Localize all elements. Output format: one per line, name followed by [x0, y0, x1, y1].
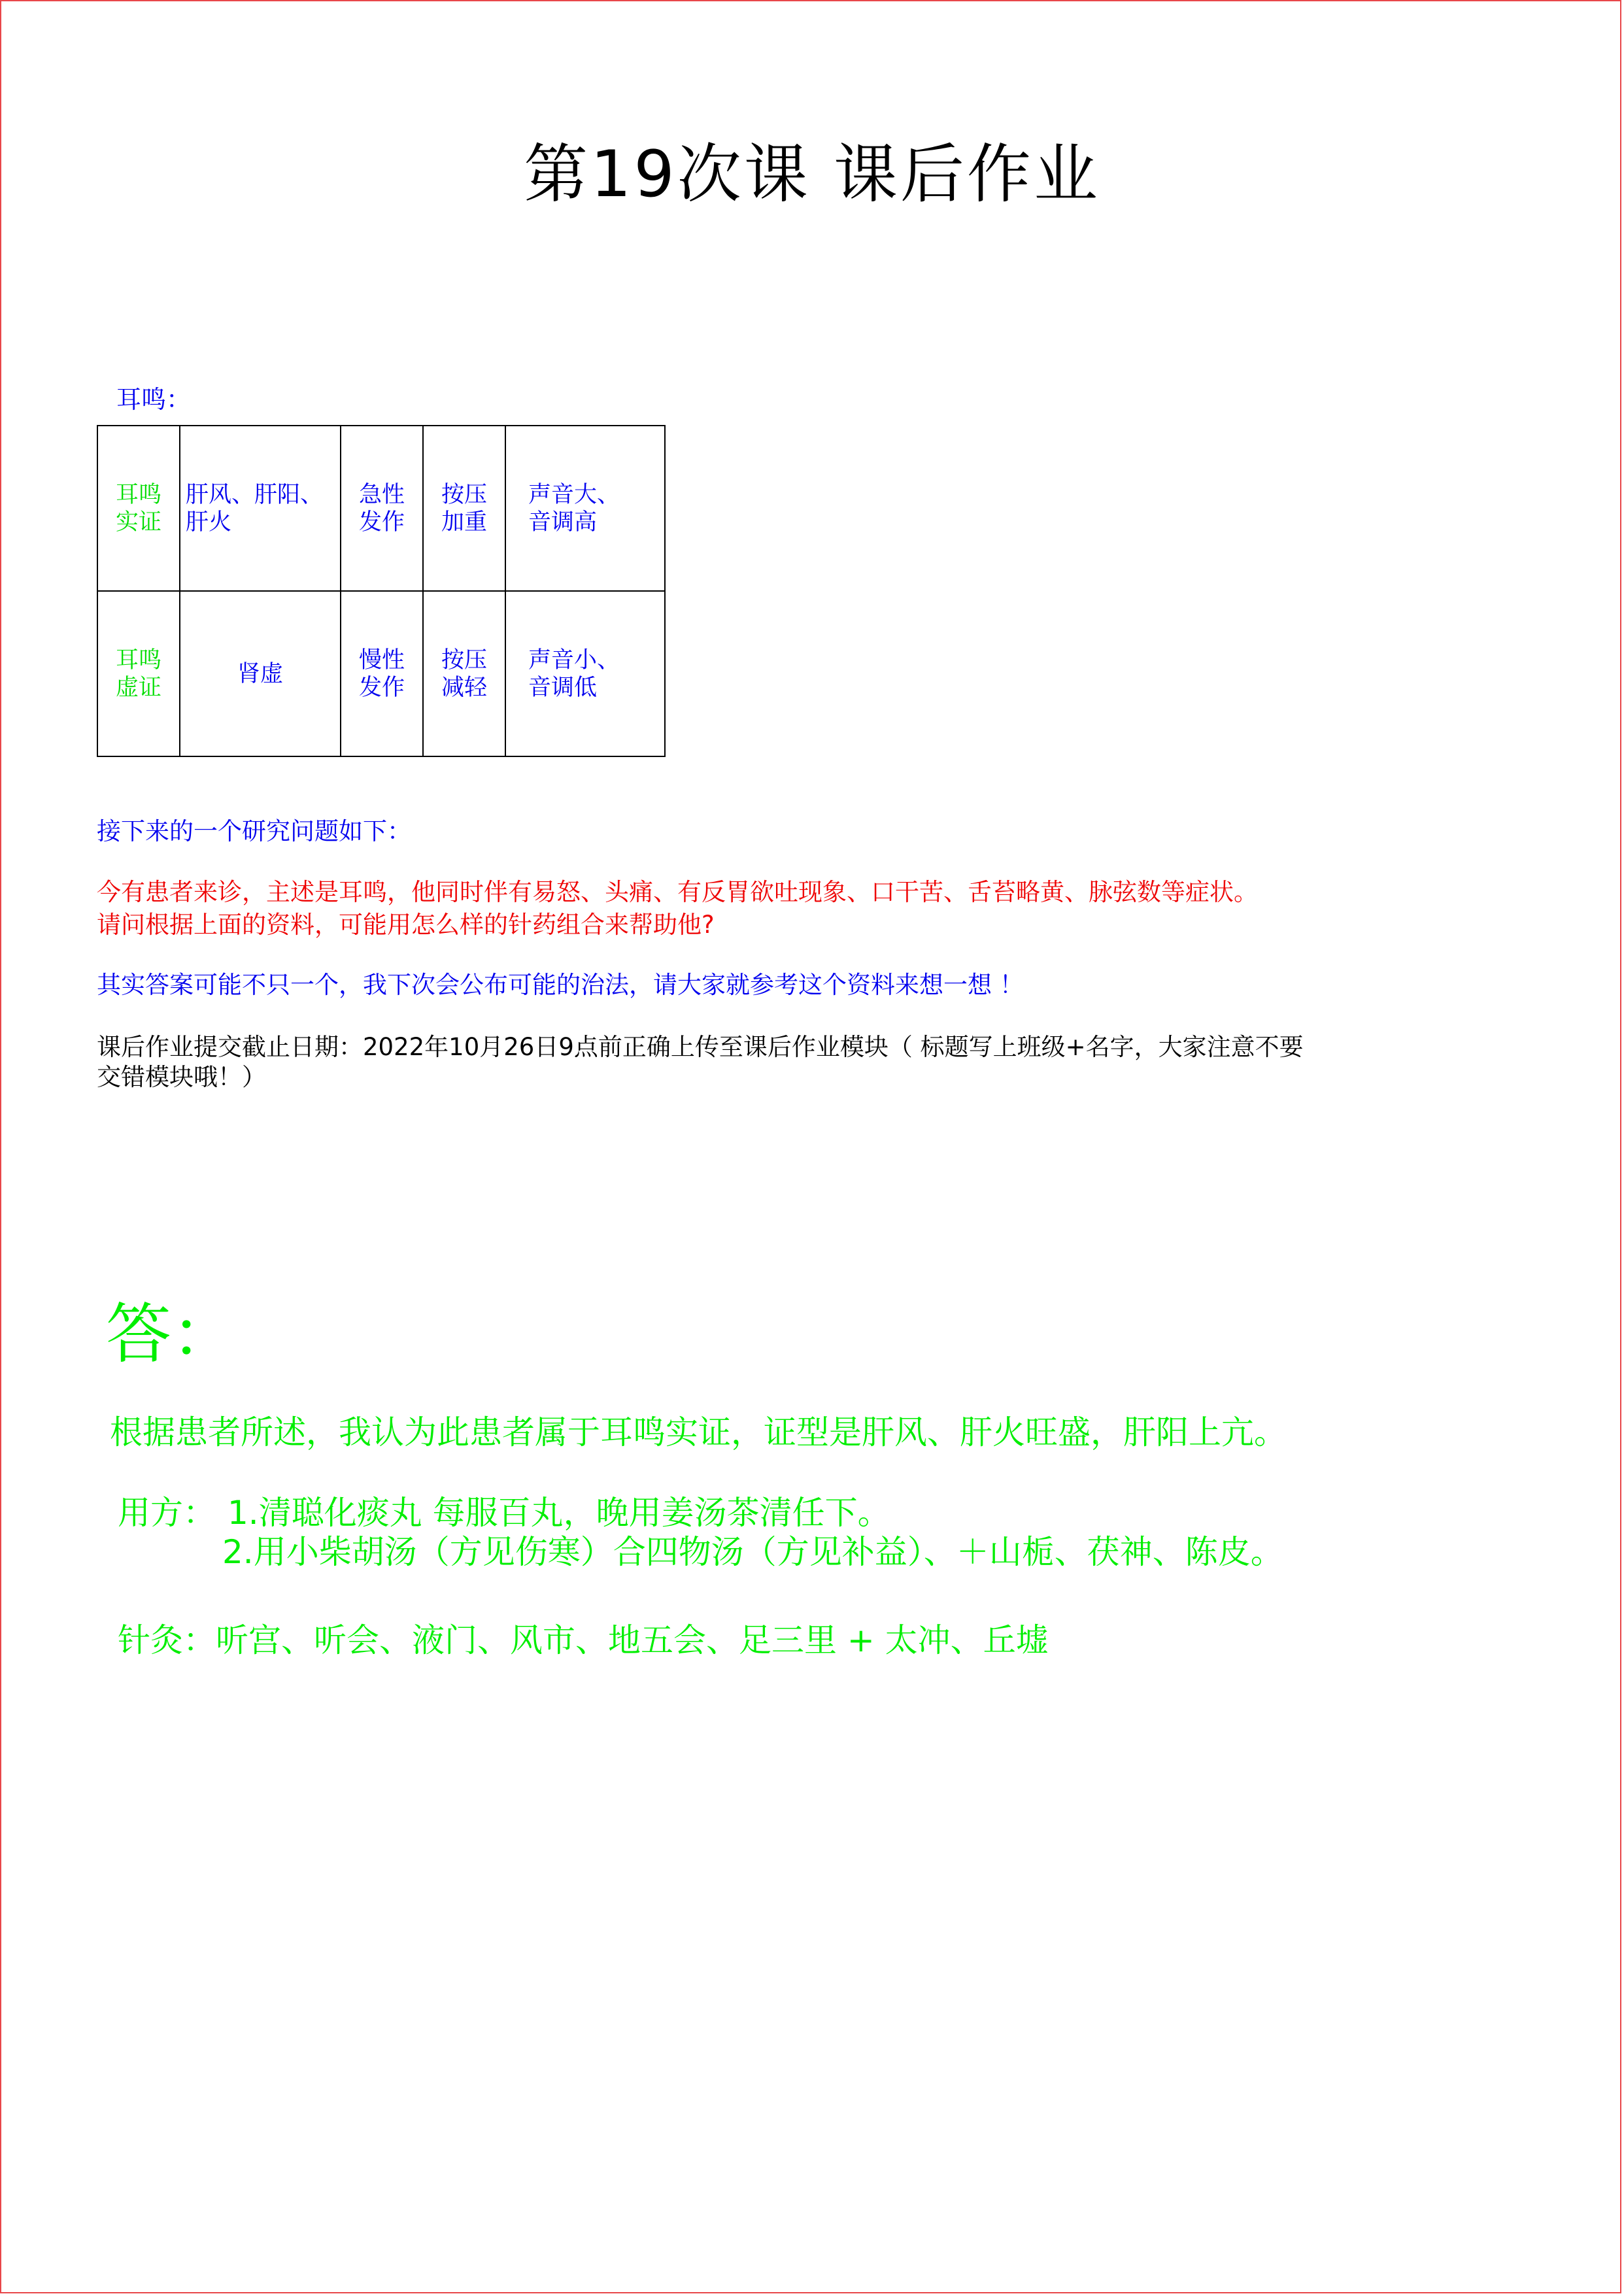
- prescription-item-2: 2.用小柴胡汤（方见伤寒）合四物汤（方见补益）、＋山栀、茯神、陈皮。: [222, 1533, 1283, 1571]
- cell-sound: 声音小、 音调低: [505, 591, 665, 756]
- section-label-tinnitus: 耳鸣：: [116, 385, 192, 414]
- answer-heading: 答：: [106, 1296, 237, 1372]
- deadline-text-line2: 交错模块哦！）: [97, 1063, 266, 1091]
- answer-diagnosis: 根据患者所述，我认为此患者属于耳鸣实证，证型是肝风、肝火旺盛，肝阳上亢。: [110, 1413, 1287, 1451]
- cell-pressure: 按压 加重: [423, 426, 505, 591]
- cell-pressure: 按压 减轻: [423, 591, 505, 756]
- cell-type: 耳鸣 虚证: [97, 591, 180, 756]
- cell-cause: 肾虚: [180, 591, 341, 756]
- table-row: [97, 426, 665, 591]
- acupuncture-text: 针灸：听宫、听会、液门、风市、地五会、足三里 + 太冲、丘墟: [118, 1621, 1049, 1659]
- cell-type: 耳鸣 实证: [97, 426, 180, 591]
- cell-sound: 声音大、 音调高: [505, 426, 665, 591]
- cell-onset: 慢性 发作: [341, 591, 423, 756]
- case-text-line1: 今有患者来诊，主述是耳鸣，他同时伴有易怒、头痛、有反胃欲吐现象、口干苦、舌苔略黄、脉弦数等症状。: [97, 878, 1258, 906]
- cell-cause: 肝风、肝阳、 肝火: [180, 426, 341, 591]
- tinnitus-table: [97, 425, 666, 757]
- case-text-line2: 请问根据上面的资料，可能用怎么样的针药组合来帮助他?: [97, 911, 715, 939]
- cell-onset: 急性 发作: [341, 426, 423, 591]
- table-row: [97, 591, 665, 756]
- intro-text: 接下来的一个研究问题如下：: [97, 817, 411, 845]
- deadline-text-line1: 课后作业提交截止日期：2022年10月26日9点前正确上传至课后作业模块（ 标题写上班级+名字，大家注意不要: [97, 1033, 1304, 1061]
- page-title: 第19次课 课后作业: [524, 137, 1100, 212]
- prescription-label: 用方：: [118, 1494, 216, 1532]
- prescription-item-1: 1.清聪化痰丸 每服百丸，晚用姜汤茶清任下。: [228, 1494, 890, 1532]
- note-text: 其实答案可能不只一个，我下次会公布可能的治法，请大家就参考这个资料来想一想 ！: [97, 971, 1024, 999]
